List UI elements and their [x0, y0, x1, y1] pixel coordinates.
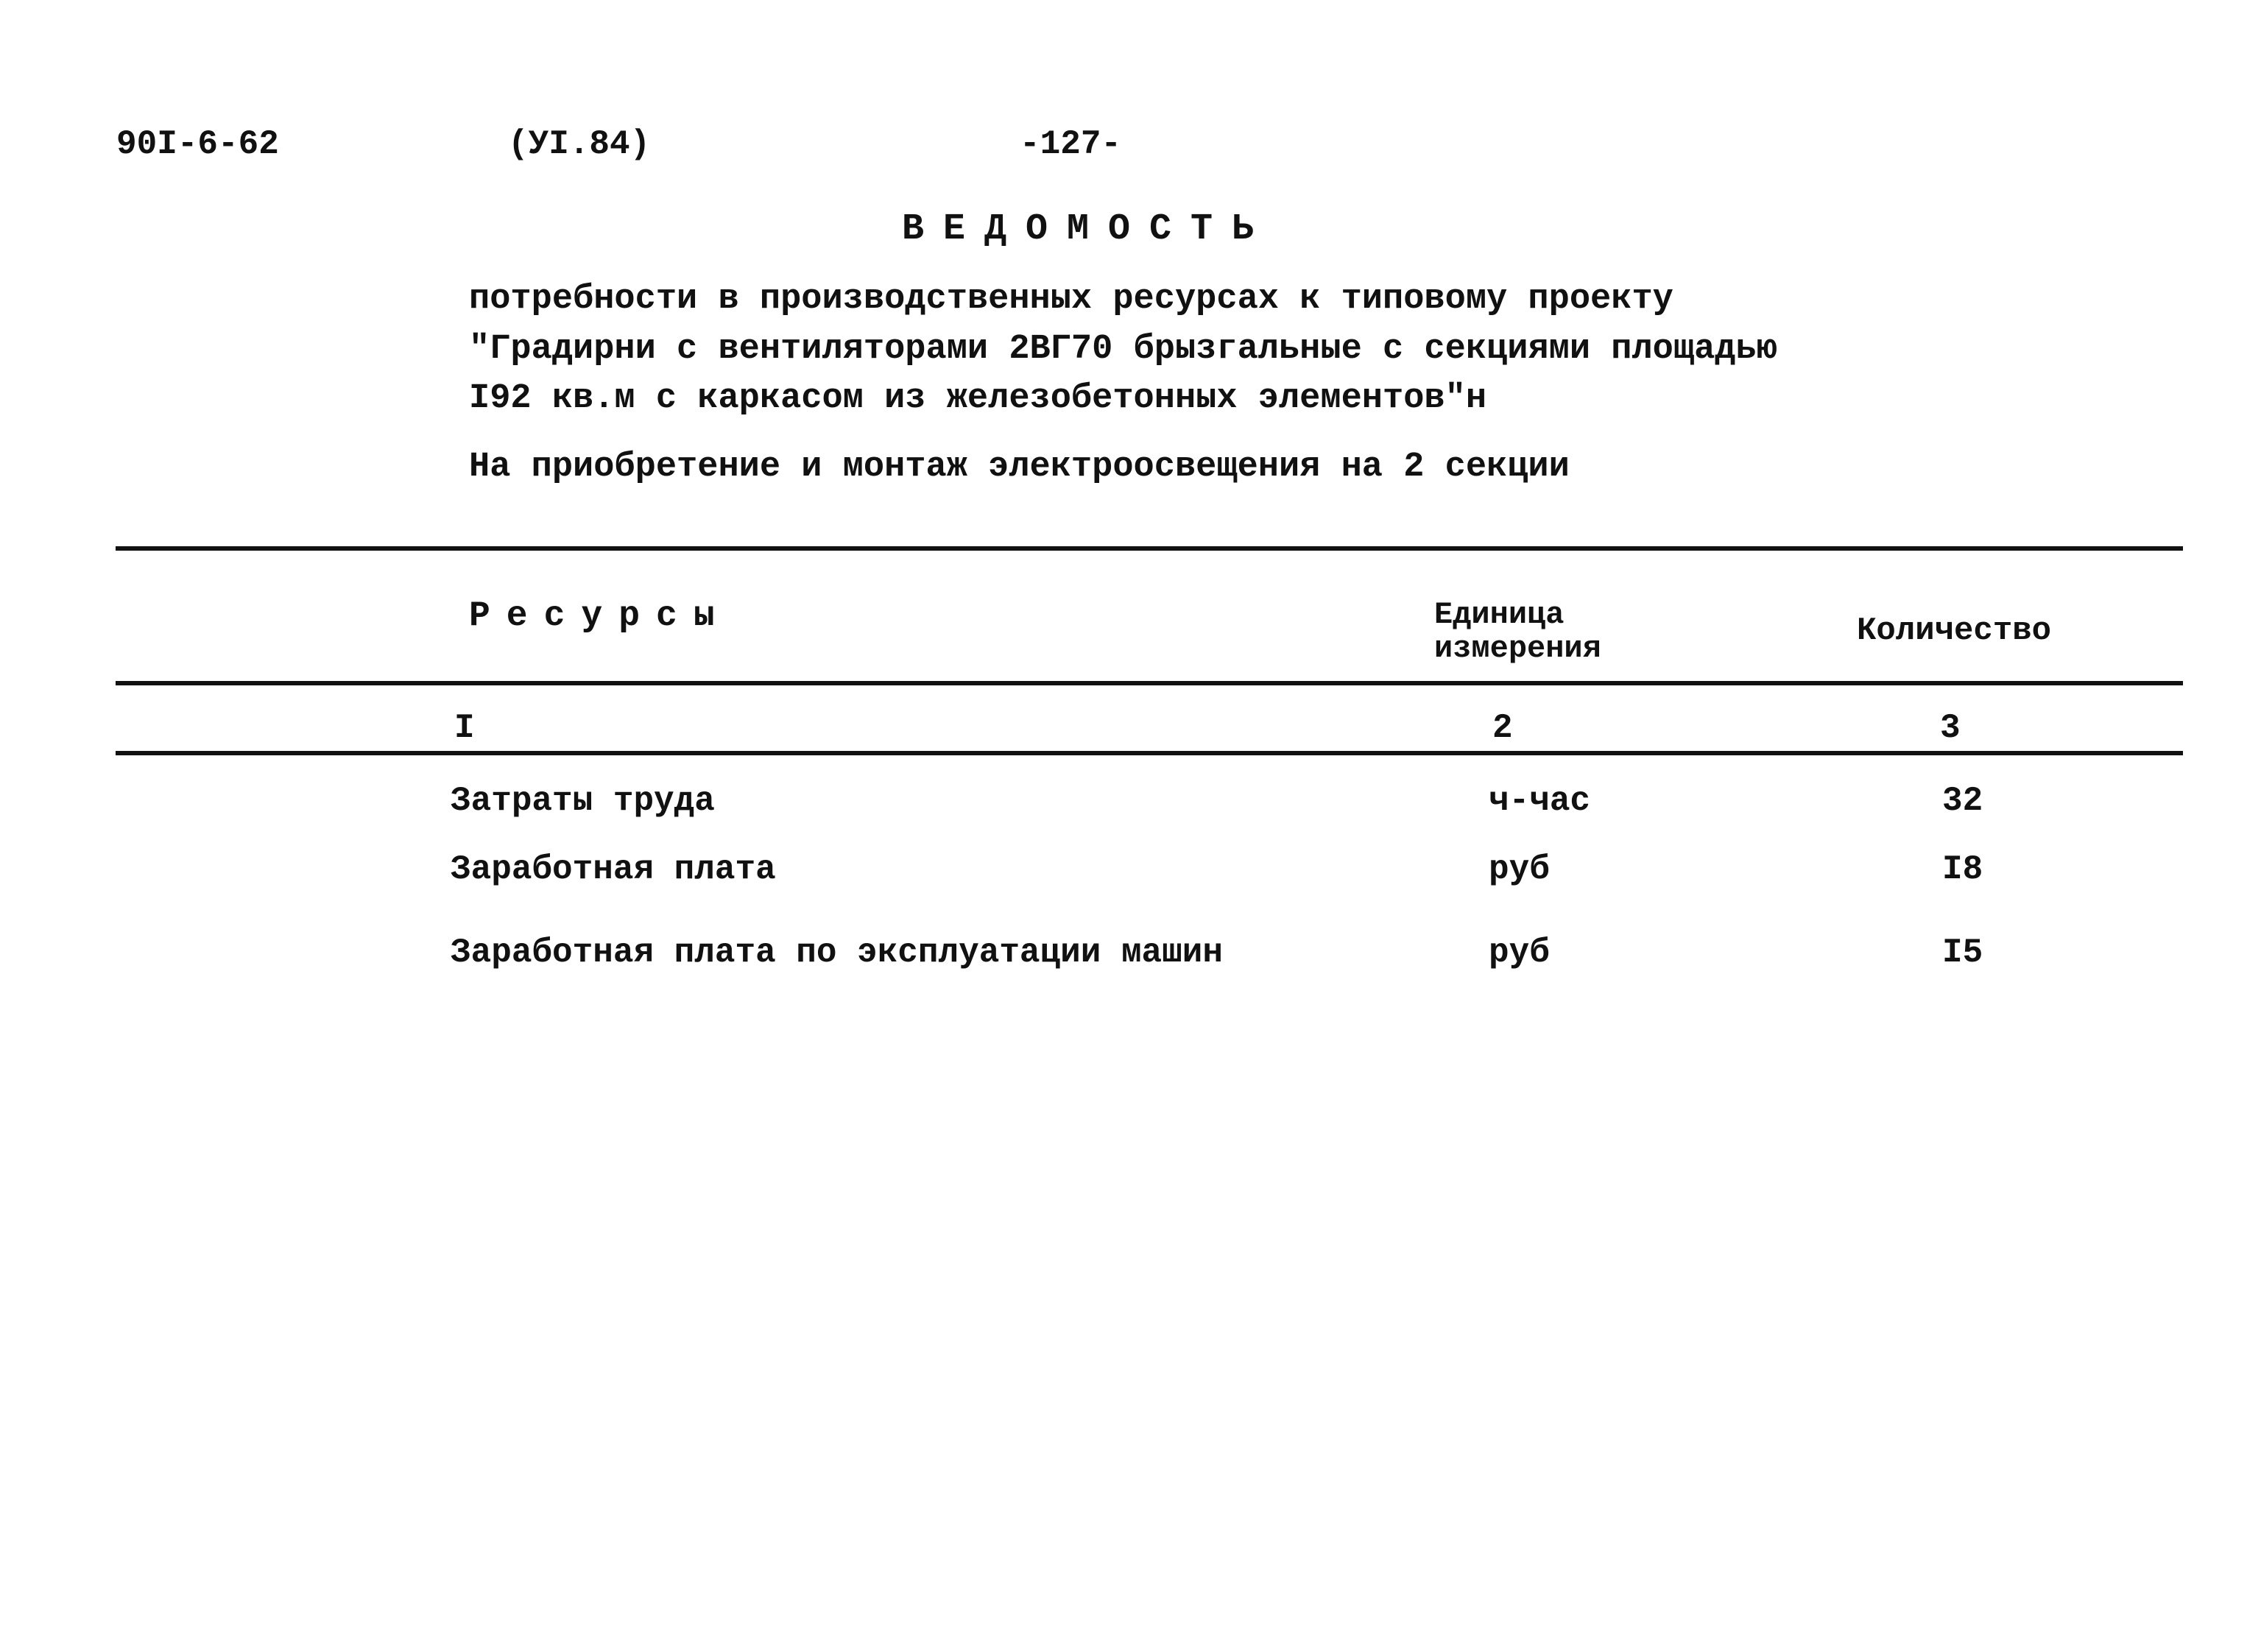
- row-quantity: I8: [1942, 850, 1983, 889]
- subtitle-line-3: I92 кв.м с каркасом из железобетонных элементов"н: [469, 379, 1487, 418]
- table-top-rule: [116, 546, 2183, 551]
- document-code: 90I-6-62: [116, 125, 279, 163]
- column-header-quantity: Количество: [1857, 613, 2052, 649]
- numbering-bottom-rule: [116, 751, 2183, 755]
- row-quantity: I5: [1942, 933, 1983, 972]
- column-number: I: [454, 709, 475, 747]
- row-quantity: 32: [1942, 782, 1983, 820]
- subtitle-line-2: "Градирни с вентиляторами 2ВГ70 брызгальные с секциями площадью: [469, 330, 1777, 369]
- row-unit: руб: [1489, 850, 1550, 889]
- subtitle-line-1: потребности в производственных ресурсах к типовому проекту: [469, 280, 1673, 319]
- row-resource-name: Заработная плата по эксплуатации машин: [451, 933, 1223, 972]
- edition-date: (УI.84): [508, 125, 651, 163]
- document-title: ВЕДОМОСТЬ: [902, 208, 1274, 250]
- header-bottom-rule: [116, 681, 2183, 685]
- column-number: 2: [1492, 709, 1513, 747]
- row-unit: ч-час: [1489, 782, 1591, 820]
- row-unit: руб: [1489, 933, 1550, 972]
- column-number: 3: [1940, 709, 1961, 747]
- column-header-unit: Единица измерения: [1434, 597, 1601, 666]
- column-header-resources: Ресурсы: [469, 596, 731, 636]
- row-resource-name: Заработная плата: [451, 850, 776, 889]
- page-number: -127-: [1020, 125, 1122, 163]
- row-resource-name: Затраты труда: [451, 782, 715, 820]
- subtitle-line-4: На приобретение и монтаж электроосвещения на 2 секции: [469, 448, 1570, 487]
